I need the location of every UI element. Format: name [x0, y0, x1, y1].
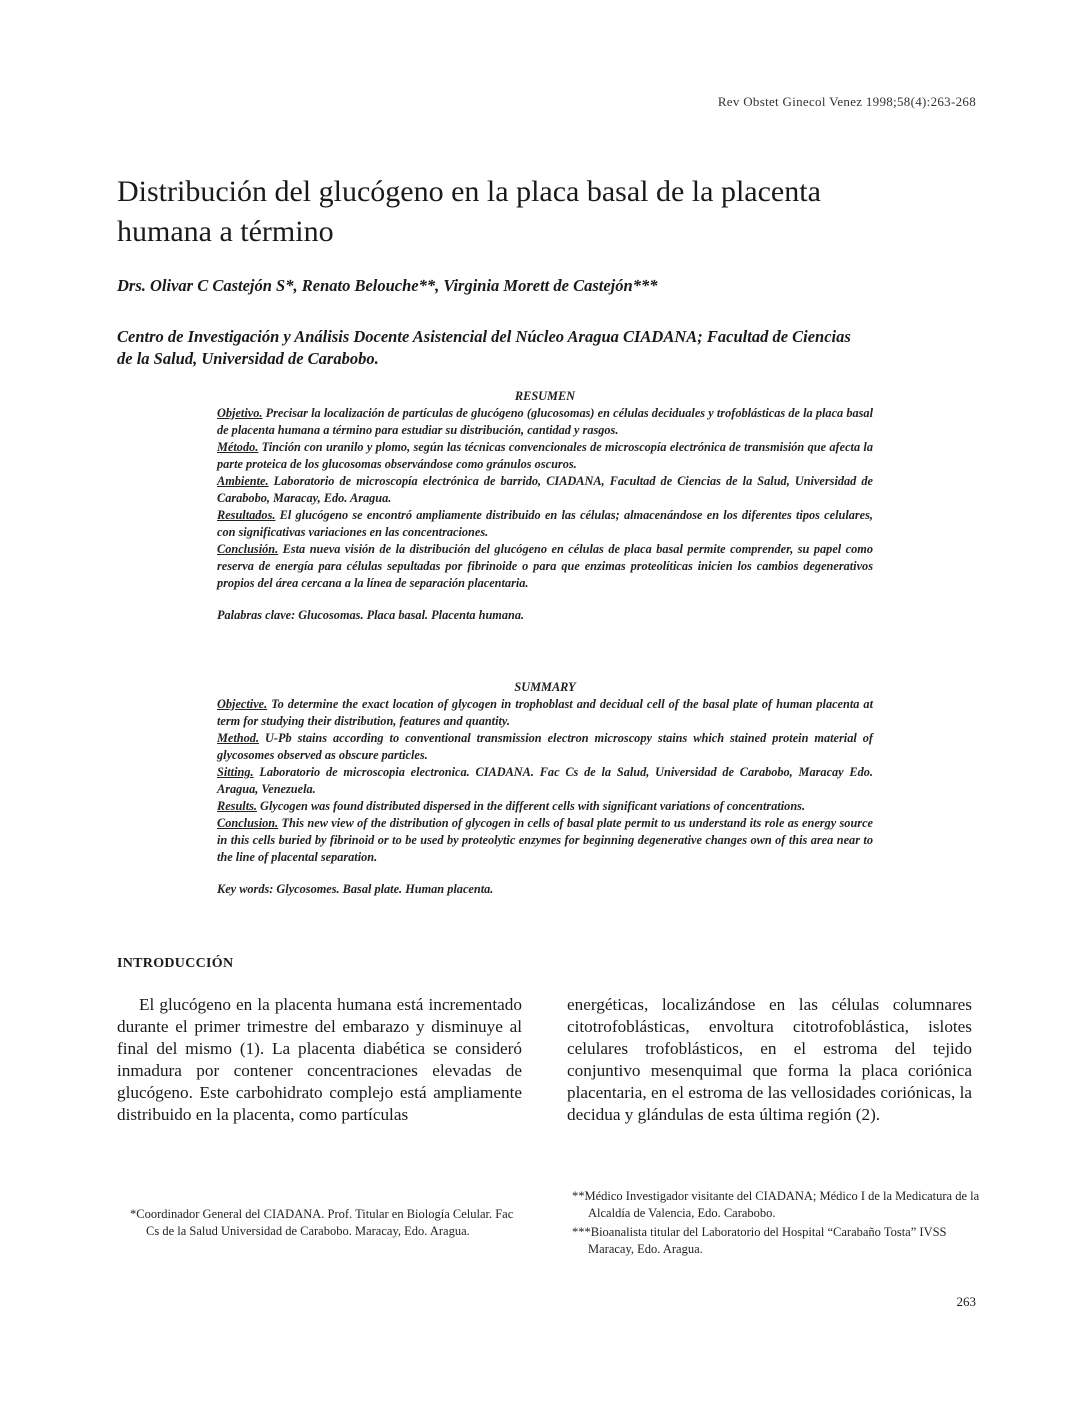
summary-item	[217, 696, 873, 730]
summary-label: Results.	[217, 799, 257, 813]
page-number: 263	[956, 1294, 976, 1309]
resumen-text: Precisar la localización de partículas de glucógeno (glucosomas) en células deciduales y trofoblásticas de la placa basal de placenta humana a término para estudiar su distribución, cantidad y rasgos.	[217, 406, 873, 437]
resumen-item	[217, 439, 873, 473]
summary-item	[217, 815, 873, 866]
resumen-item	[217, 405, 873, 439]
resumen-item	[217, 541, 873, 592]
body-paragraph: El glucógeno en la placenta humana está incrementado durante el primer trimestre del embarazo y disminuye al final del mismo (1). La placenta diabética se consideró inmadura por contener concentraciones elevadas de glucógeno. Este carbohidrato complejo está ampliamente distribuido en la placenta, como partículas	[117, 995, 522, 1124]
affiliation-line-1: Centro de Investigación y Análisis Docente Asistencial del Núcleo Aragua CIADANA; Facultad de Ciencias	[117, 327, 851, 346]
resumen-section	[217, 388, 873, 624]
footnote-1: *Coordinador General del CIADANA. Prof. Titular en Biología Celular. Fac Cs de la Salud Universidad de Carabobo. Maracay, Edo. Aragua.	[130, 1207, 514, 1238]
footnote-3: ***Bioanalista titular del Laboratorio del Hospital “Carabaño Tosta” IVSS Maracay, Edo. Aragua.	[572, 1225, 947, 1256]
resumen-text: Esta nueva visión de la distribución del glucógeno en células de placa basal permite comprender, su papel como reserva de energía para células sepultadas por fibrinoide o para que enzimas proteolíticas inicien los cambios degenerativos propios del área cercana a la línea de separación placentaria.	[217, 542, 873, 590]
resumen-text: El glucógeno se encontró ampliamente distribuido en las células; almacenándose en los diferentes tipos celulares, con significativas variaciones en las concentraciones.	[217, 508, 873, 539]
resumen-label: Ambiente.	[217, 474, 269, 488]
footnote-2: **Médico Investigador visitante del CIADANA; Médico I de la Medicatura de la Alcaldía de Valencia, Edo. Carabobo.	[572, 1189, 980, 1220]
summary-label: Method.	[217, 731, 260, 745]
resumen-text: Laboratorio de microscopía electrónica de barrido, CIADANA, Facultad de Ciencias de la Salud, Universidad de Carabobo, Maracay, Edo. Aragua.	[217, 474, 873, 505]
summary-text: Glycogen was found distributed dispersed in the different cells with significant variations of concentrations.	[256, 799, 806, 813]
journal-reference: Rev Obstet Ginecol Venez 1998;58(4):263-268	[717, 94, 976, 109]
introduction-heading: INTRODUCCIÓN	[117, 956, 234, 971]
summary-text: Laboratorio de microscopia electronica. CIADANA. Fac Cs de la Salud, Universidad de Carabobo, Maracay Edo. Aragua, Venezuela.	[217, 765, 873, 796]
summary-label: Sitting.	[217, 765, 254, 779]
resumen-label: Conclusión.	[217, 542, 279, 556]
summary-text: U-Pb stains according to conventional transmission electron microscopy stains which stained protein material of glycosomes observed as obscure particles.	[217, 731, 873, 762]
summary-text: To determine the exact location of glycogen in trophoblast and decidual cell of the basal plate of human placenta at term for studying their distribution, features and quantity.	[217, 697, 873, 728]
article-title	[117, 172, 977, 252]
summary-label: Objective.	[217, 697, 268, 711]
summary-label: Conclusion.	[217, 816, 279, 830]
resumen-keywords: Palabras clave: Glucosomas. Placa basal. Placenta humana.	[217, 608, 525, 622]
body-column-left	[117, 994, 522, 1126]
summary-item	[217, 764, 873, 798]
body-column-right	[567, 994, 972, 1126]
summary-item	[217, 798, 873, 815]
summary-heading: SUMMARY	[514, 680, 576, 694]
resumen-text: Tinción con uranilo y plomo, según las técnicas convencionales de microscopía electrónica de transmisión que afecta la parte proteica de los glucosomas observándose como gránulos oscuros.	[217, 440, 873, 471]
title-line-1: Distribución del glucógeno en la placa basal de la placenta	[117, 175, 821, 208]
resumen-item	[217, 473, 873, 507]
title-line-2: humana a término	[117, 215, 334, 248]
resumen-item	[217, 507, 873, 541]
author-list: Drs. Olivar C Castejón S*, Renato Belouche**, Virginia Morett de Castejón***	[117, 276, 658, 295]
affiliation	[117, 326, 977, 370]
summary-keywords: Key words: Glycosomes. Basal plate. Human placenta.	[217, 882, 494, 896]
resumen-label: Resultados.	[217, 508, 276, 522]
footnote-left	[130, 1206, 525, 1242]
summary-item	[217, 730, 873, 764]
affiliation-line-2: de la Salud, Universidad de Carabobo.	[117, 349, 379, 368]
resumen-label: Método.	[217, 440, 259, 454]
resumen-heading: RESUMEN	[514, 389, 576, 403]
summary-text: This new view of the distribution of glycogen in cells of basal plate permit to us understand its role as energy source in this cells buried by fibrinoid or to be used by proteolytic enzymes for beginning degenerative changes own of this area near to the line of placental separation.	[217, 816, 873, 864]
resumen-label: Objetivo.	[217, 406, 263, 420]
footnote-right	[572, 1188, 982, 1260]
summary-section	[217, 679, 873, 898]
body-paragraph: energéticas, localizándose en las células columnares citotrofoblásticas, envoltura citotrofoblástica, islotes celulares trofoblásticos, en el estroma del tejido conjuntivo mesenquimal que forma la placa coriónica placentaria, en el estroma de las vellosidades coriónicas, la decidua y glándulas de esta última región (2).	[567, 995, 972, 1124]
